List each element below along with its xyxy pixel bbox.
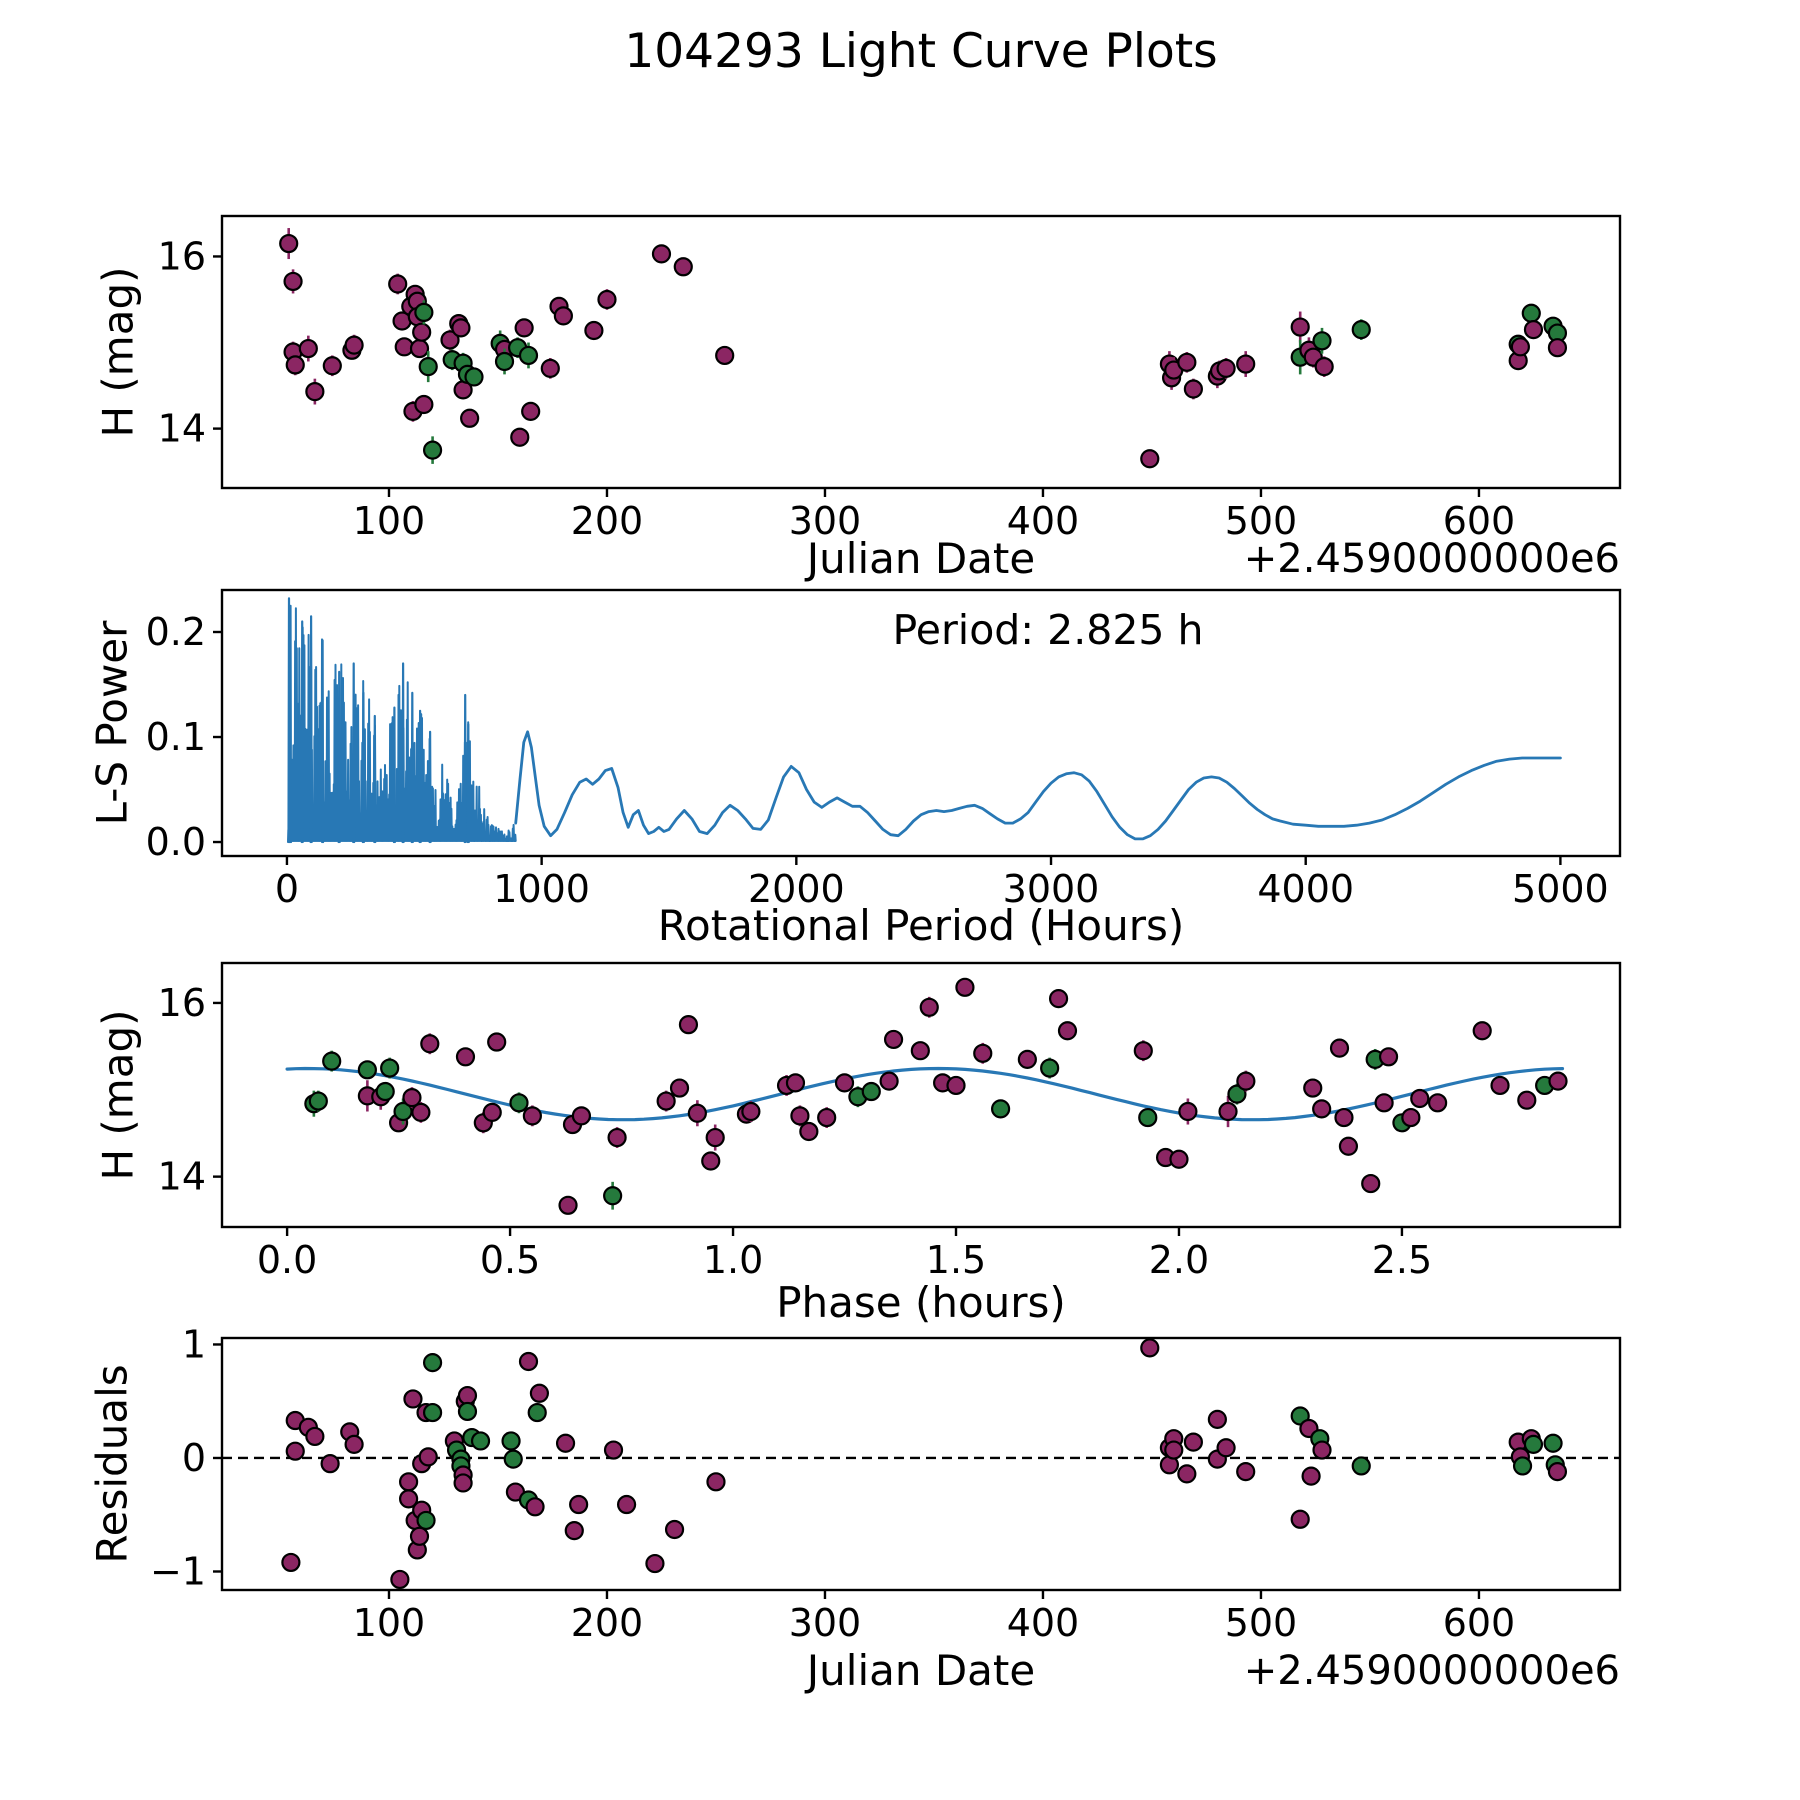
svg-text:100: 100 [352, 1601, 426, 1645]
svg-text:14: 14 [157, 406, 206, 451]
svg-text:1.0: 1.0 [702, 1238, 764, 1282]
residuals-axis-offset: +2.4590000000e6 [1243, 1648, 1620, 1694]
svg-text:16: 16 [157, 980, 206, 1025]
svg-text:0.1: 0.1 [145, 715, 206, 760]
svg-text:600: 600 [1442, 1601, 1516, 1645]
residuals-y-axis-label: Residuals [87, 1364, 137, 1564]
svg-text:16: 16 [157, 234, 206, 279]
svg-text:2.5: 2.5 [1371, 1238, 1433, 1282]
periodogram-y-axis-label: L-S Power [87, 620, 137, 826]
svg-text:0.0: 0.0 [256, 1238, 318, 1282]
svg-text:14: 14 [157, 1154, 206, 1199]
residuals-x-axis-label: Julian Date [806, 1646, 1036, 1695]
svg-text:200: 200 [570, 499, 644, 543]
svg-text:5000: 5000 [1512, 867, 1609, 911]
svg-text:200: 200 [570, 1601, 644, 1645]
svg-text:2.0: 2.0 [1148, 1238, 1210, 1282]
svg-text:500: 500 [1224, 1601, 1298, 1645]
svg-text:400: 400 [1006, 1601, 1080, 1645]
jd-plot-axis-offset: +2.4590000000e6 [1243, 536, 1620, 582]
svg-text:300: 300 [788, 499, 862, 543]
svg-text:0: 0 [181, 1435, 206, 1480]
svg-text:1: 1 [181, 1322, 206, 1367]
svg-text:0.0: 0.0 [145, 820, 206, 865]
svg-text:−1: −1 [149, 1549, 206, 1594]
phase-plot-y-axis-label: H (mag) [93, 1009, 143, 1181]
svg-text:300: 300 [788, 1601, 862, 1645]
phase-plot-x-axis-label: Phase (hours) [776, 1278, 1066, 1327]
jd-plot-y-axis-label: H (mag) [93, 266, 143, 438]
svg-text:0: 0 [274, 867, 300, 911]
svg-text:1000: 1000 [493, 867, 590, 911]
periodogram-x-axis-label: Rotational Period (Hours) [657, 901, 1185, 950]
svg-text:0.2: 0.2 [145, 610, 206, 655]
svg-text:3000: 3000 [1002, 867, 1100, 911]
svg-text:1.5: 1.5 [925, 1238, 987, 1282]
svg-text:400: 400 [1006, 499, 1080, 543]
svg-text:500: 500 [1224, 499, 1298, 543]
svg-text:2000: 2000 [747, 867, 845, 911]
svg-text:600: 600 [1442, 499, 1516, 543]
figure-title: 104293 Light Curve Plots [624, 24, 1218, 79]
jd-plot-x-axis-label: Julian Date [806, 534, 1036, 583]
svg-text:100: 100 [352, 499, 426, 543]
svg-text:0.5: 0.5 [479, 1238, 541, 1282]
svg-text:4000: 4000 [1257, 867, 1355, 911]
period-annotation: Period: 2.825 h [892, 606, 1204, 654]
